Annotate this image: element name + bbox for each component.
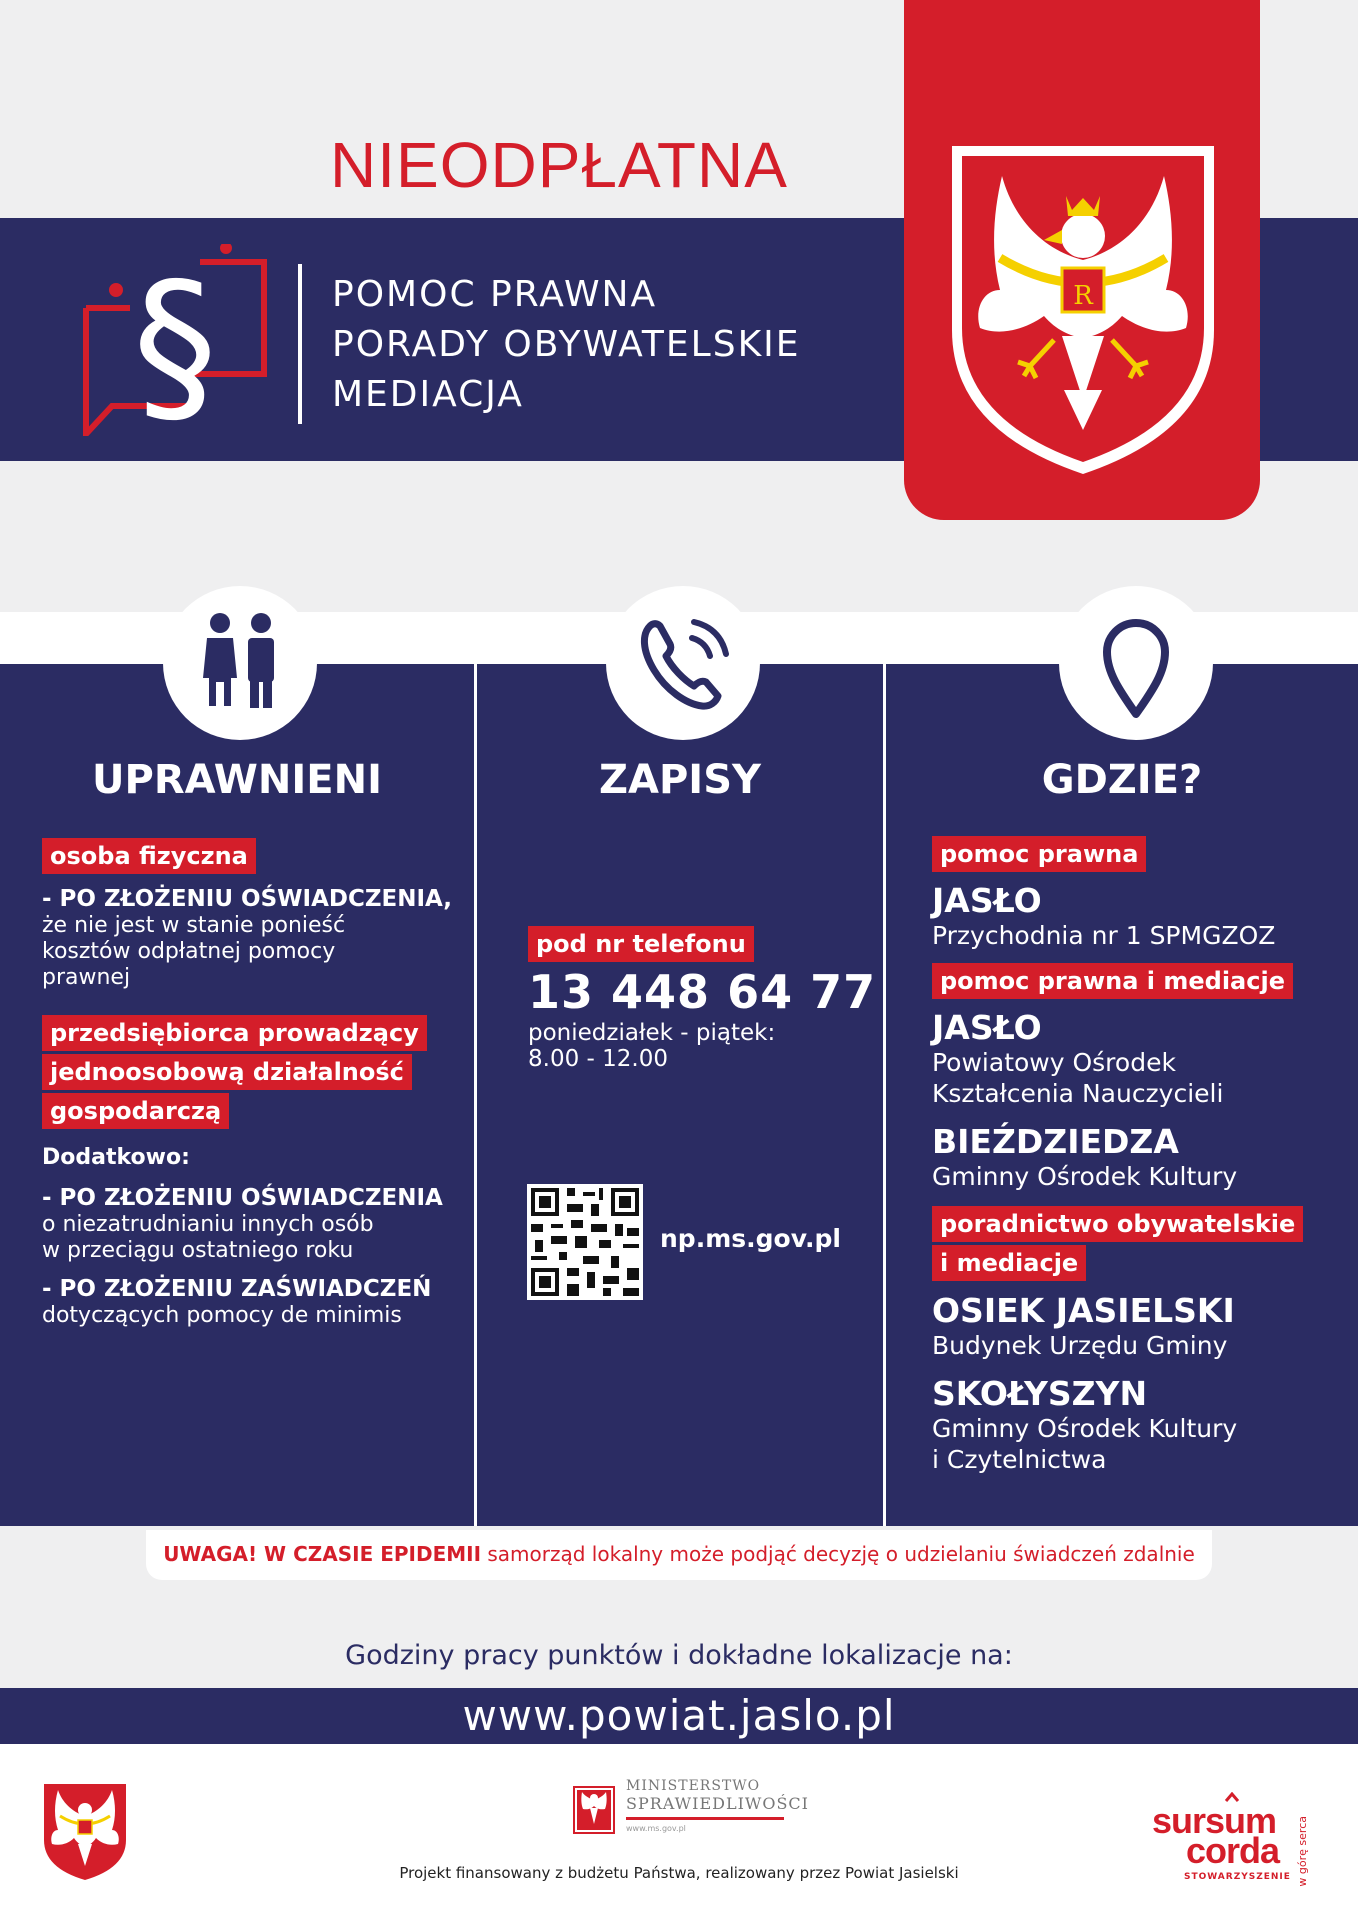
extra-label: Dodatkowo: bbox=[42, 1145, 190, 1170]
tag-civic-advice bbox=[932, 1206, 1332, 1284]
item-text: o niezatrudnianiu innych osób bbox=[42, 1212, 374, 1237]
item-de-minimis bbox=[42, 1276, 462, 1329]
heading-signup: ZAPISY bbox=[599, 757, 761, 803]
tag-legal-aid-mediation: pomoc prawna i mediacje bbox=[932, 963, 1293, 999]
place-name: OSIEK JASIELSKI bbox=[932, 1291, 1235, 1330]
people-icon-circle bbox=[163, 586, 317, 740]
item-text: kosztów odpłatnej pomocy bbox=[42, 939, 336, 964]
office-hours: 8.00 - 12.00 bbox=[528, 1046, 668, 1072]
logo-tagline: w górę serca bbox=[1296, 1816, 1309, 1887]
tag-natural-person: osoba fizyczna bbox=[42, 838, 256, 874]
logo-word3: STOWARZYSZENIE bbox=[1184, 1872, 1291, 1882]
location-pin-circle bbox=[1059, 586, 1213, 740]
tag-phone: pod nr telefonu bbox=[528, 926, 754, 962]
place-name: JASŁO bbox=[932, 1008, 1042, 1047]
header-separator bbox=[298, 264, 302, 424]
location-pin-icon bbox=[1059, 586, 1213, 740]
tag-line: gospodarczą bbox=[42, 1093, 229, 1129]
service-mediation: MEDIACJA bbox=[332, 374, 524, 415]
signup-website-link[interactable]: np.ms.gov.pl bbox=[660, 1224, 841, 1253]
sursum-corda-logo bbox=[1148, 1792, 1318, 1902]
office-days: poniedziałek - piątek: bbox=[528, 1020, 776, 1046]
ministry-line2: SPRAWIEDLIWOŚCI bbox=[626, 1794, 809, 1813]
tag-entrepreneur bbox=[42, 1015, 462, 1132]
qr-code-icon bbox=[527, 1184, 643, 1300]
place-name: JASŁO bbox=[932, 881, 1042, 920]
services-list bbox=[332, 270, 801, 420]
phone-icon bbox=[606, 586, 760, 740]
tag-line: jednoosobową działalność bbox=[42, 1054, 412, 1090]
polish-eagle-emblem bbox=[573, 1786, 615, 1834]
page-title: NIEODPŁATNA bbox=[330, 129, 788, 201]
epidemic-notice bbox=[146, 1530, 1212, 1580]
tag-line: i mediacje bbox=[932, 1245, 1086, 1281]
people-icon bbox=[163, 586, 317, 740]
ministry-line1: MINISTERSTWO bbox=[626, 1778, 761, 1794]
place-desc: Gminny Ośrodek Kultury bbox=[932, 1414, 1238, 1443]
logo-word2: corda bbox=[1186, 1830, 1280, 1871]
phone-number[interactable]: 13 448 64 77 bbox=[528, 965, 877, 1019]
svg-text:R: R bbox=[1073, 281, 1093, 311]
signup-column bbox=[528, 926, 888, 1072]
place-desc: Kształcenia Nauczycieli bbox=[932, 1079, 1224, 1108]
ministry-rule bbox=[626, 1817, 784, 1820]
place-desc: Powiatowy Ośrodek bbox=[932, 1048, 1176, 1077]
service-legal-aid: POMOC PRAWNA bbox=[332, 274, 658, 315]
place-desc: Budynek Urzędu Gminy bbox=[932, 1331, 1228, 1360]
paragraph-speech-bubbles-icon bbox=[80, 244, 270, 436]
phone-icon-circle bbox=[606, 586, 760, 740]
tag-line: poradnictwo obywatelskie bbox=[932, 1206, 1303, 1242]
svg-text:§: § bbox=[132, 247, 218, 436]
item-no-employees bbox=[42, 1185, 462, 1264]
service-civic-advice: PORADY OBYWATELSKIE bbox=[332, 324, 801, 365]
eligible-column bbox=[42, 838, 462, 1329]
place-desc: Gminny Ośrodek Kultury bbox=[932, 1162, 1238, 1191]
logo-word1: sursum bbox=[1152, 1800, 1277, 1841]
jaslo-crest-icon bbox=[944, 140, 1222, 480]
item-bold: - PO ZŁOŻENIU OŚWIADCZENIA, bbox=[42, 886, 453, 912]
item-text: w przeciągu ostatniego roku bbox=[42, 1238, 354, 1263]
heading-where: GDZIE? bbox=[1041, 757, 1203, 803]
item-natural-person bbox=[42, 886, 462, 991]
notice-text: samorząd lokalny może podjąć decyzję o udzielaniu świadczeń zdalnie bbox=[481, 1542, 1195, 1566]
county-website-link[interactable]: www.powiat.jaslo.pl bbox=[0, 1688, 1358, 1744]
hours-info: Godziny pracy punktów i dokładne lokalizacje na: bbox=[345, 1640, 1013, 1671]
funding-info: Projekt finansowany z budżetu Państwa, realizowany przez Powiat Jasielski bbox=[399, 1864, 959, 1882]
place-name: SKOŁYSZYN bbox=[932, 1374, 1148, 1413]
place-desc: Przychodnia nr 1 SPMGZOZ bbox=[932, 921, 1276, 950]
where-column bbox=[932, 836, 1332, 1475]
item-text: prawnej bbox=[42, 965, 131, 990]
item-bold: - PO ZŁOŻENIU ZAŚWIADCZEŃ bbox=[42, 1276, 432, 1302]
place-desc: i Czytelnictwa bbox=[932, 1445, 1107, 1474]
notice-bold: UWAGA! W CZASIE EPIDEMII bbox=[163, 1542, 482, 1566]
heading-eligible: UPRAWNIENI bbox=[92, 757, 382, 803]
item-bold: - PO ZŁOŻENIU OŚWIADCZENIA bbox=[42, 1185, 443, 1211]
ministry-url: www.ms.gov.pl bbox=[626, 1824, 686, 1833]
ministry-name bbox=[626, 1778, 809, 1812]
tag-legal-aid: pomoc prawna bbox=[932, 836, 1146, 872]
item-text: dotyczących pomocy de minimis bbox=[42, 1303, 402, 1328]
tag-line: przedsiębiorca prowadzący bbox=[42, 1015, 427, 1051]
place-name: BIEŹDZIEDZA bbox=[932, 1122, 1179, 1161]
item-text: że nie jest w stanie ponieść bbox=[42, 913, 346, 938]
